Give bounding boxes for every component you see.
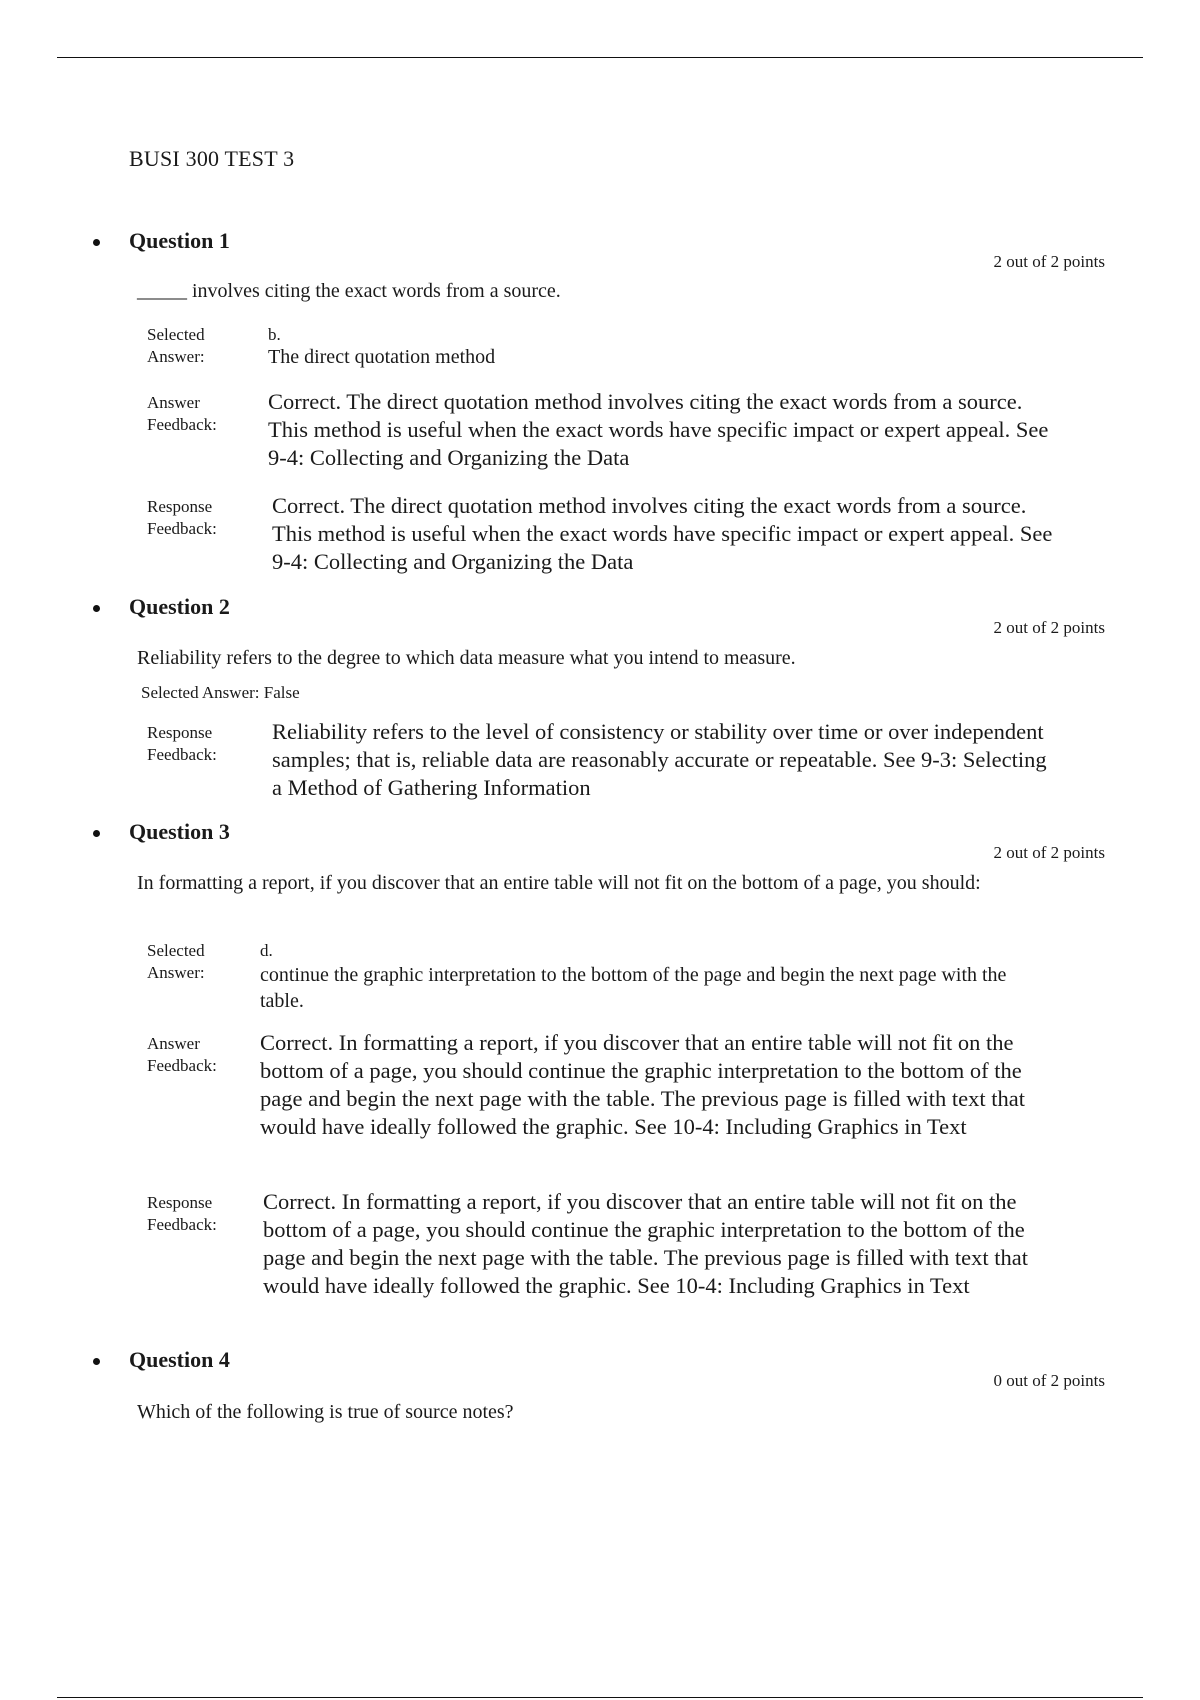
question-heading: Question 1 [129,228,230,253]
bullet-icon [93,1358,100,1365]
bullet-icon [93,605,100,612]
selected-answer-inline: Selected Answer: False [141,683,300,702]
response-feedback-text: Correct. The direct quotation method involves citing the exact words from a source. This method is useful when the exact words have specific impact or expert appeal. See 9-4: Collecting and Organizing the Data [272,493,1053,574]
points-score: 0 out of 2 points [993,1371,1105,1390]
bullet-icon [93,239,100,246]
question-heading: Question 4 [129,1347,230,1372]
selected-answer-label: Selected Answer: [147,941,205,982]
points-score: 2 out of 2 points [993,618,1105,637]
document-title: BUSI 300 TEST 3 [129,146,295,171]
question-text: _____ involves citing the exact words from a source. [137,280,561,302]
answer-feedback-label: Answer Feedback: [147,393,217,434]
question-heading: Question 2 [129,594,230,619]
response-feedback-text: Reliability refers to the level of consistency or stability over time or over independent samples; that is, reliable data are reasonably accurate or repeatable. See 9-3: Selecting a Method of Gathering Information [272,719,1047,800]
question-text: Which of the following is true of source notes? [137,1401,514,1423]
selected-answer-letter: d. [260,941,273,960]
response-feedback-text: Correct. In formatting a report, if you discover that an entire table will not fit on the bottom of a page, you should continue the graphic interpretation to the bottom of the page and begin the next page with the table. The previous page is filled with text that would have ideally followed the graphic. See 10-4: Including Graphics in Text [263,1189,1028,1298]
selected-answer-letter: b. [268,325,281,344]
points-score: 2 out of 2 points [993,252,1105,271]
answer-feedback-label: Answer Feedback: [147,1034,217,1075]
selected-answer-text: The direct quotation method [268,346,496,368]
top-rule [57,57,1143,58]
question-text: Reliability refers to the degree to which data measure what you intend to measure. [137,647,796,669]
response-feedback-label: Response Feedback: [147,723,217,764]
question-heading: Question 3 [129,819,230,844]
points-score: 2 out of 2 points [993,843,1105,862]
answer-feedback-text: Correct. The direct quotation method involves citing the exact words from a source. This method is useful when the exact words have specific impact or expert appeal. See 9-4: Collecting and Organizing the Data [268,389,1049,470]
bullet-icon [93,830,100,837]
response-feedback-label: Response Feedback: [147,1193,217,1234]
selected-answer-label: Selected Answer: [147,325,205,366]
answer-feedback-text: Correct. In formatting a report, if you discover that an entire table will not fit on the bottom of a page, you should continue the graphic interpretation to the bottom of the page and begin the next page with the table. The previous page is filled with text that would have ideally followed the graphic. See 10-4: Including Graphics in Text [260,1030,1025,1139]
selected-answer-text: continue the graphic interpretation to the bottom of the page and begin the next page with the table. [260,964,1007,1012]
question-text: In formatting a report, if you discover that an entire table will not fit on the bottom of a page, you should: [137,872,981,894]
bottom-rule [57,1697,1143,1698]
response-feedback-label: Response Feedback: [147,497,217,538]
